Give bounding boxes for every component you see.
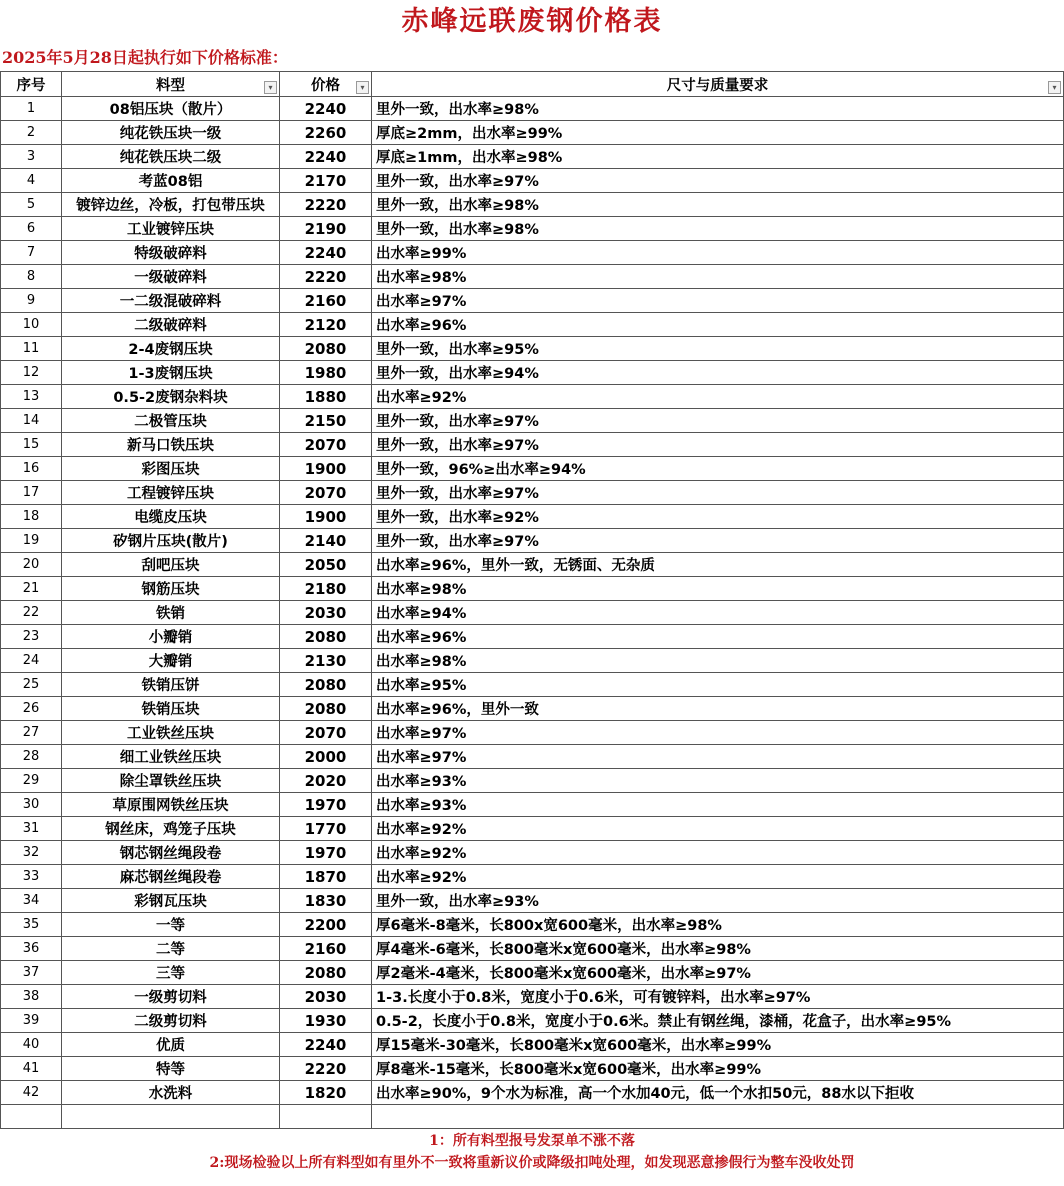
cell-material: 二级剪切料: [62, 1009, 280, 1033]
cell-no: 20: [1, 553, 62, 577]
cell-price: 2080: [280, 625, 372, 649]
cell-no: 31: [1, 817, 62, 841]
cell-requirement: 出水率≥97%: [372, 745, 1064, 769]
cell-no: 39: [1, 1009, 62, 1033]
empty-row: [1, 1105, 1064, 1129]
cell-material: 2-4废钢压块: [62, 337, 280, 361]
empty-cell: [62, 1105, 280, 1129]
cell-requirement: 厚底≥1mm，出水率≥98%: [372, 145, 1064, 169]
cell-requirement: 出水率≥93%: [372, 769, 1064, 793]
cell-price: 2070: [280, 433, 372, 457]
cell-material: 水洗料: [62, 1081, 280, 1105]
cell-requirement: 1-3.长度小于0.8米，宽度小于0.6米，可有镀锌料，出水率≥97%: [372, 985, 1064, 1009]
cell-no: 8: [1, 265, 62, 289]
cell-material: 工业铁丝压块: [62, 721, 280, 745]
header-price: [280, 72, 372, 97]
header-price-label: 价格: [311, 77, 340, 94]
cell-no: 25: [1, 673, 62, 697]
table-row: [1, 577, 1064, 601]
cell-material: 工业镀锌压块: [62, 217, 280, 241]
cell-price: 1900: [280, 505, 372, 529]
cell-no: 22: [1, 601, 62, 625]
cell-requirement: 里外一致，96%≥出水率≥94%: [372, 457, 1064, 481]
cell-material: 考蓝08铝: [62, 169, 280, 193]
table-row: [1, 217, 1064, 241]
cell-price: 2070: [280, 481, 372, 505]
cell-requirement: 出水率≥99%: [372, 241, 1064, 265]
cell-material: 一级破碎料: [62, 265, 280, 289]
cell-material: 电缆皮压块: [62, 505, 280, 529]
cell-requirement: 出水率≥95%: [372, 673, 1064, 697]
cell-material: 钢筋压块: [62, 577, 280, 601]
cell-no: 2: [1, 121, 62, 145]
table-row: [1, 385, 1064, 409]
cell-price: 2050: [280, 553, 372, 577]
cell-no: 13: [1, 385, 62, 409]
page-title: 赤峰远联废钢价格表: [401, 6, 663, 37]
cell-no: 10: [1, 313, 62, 337]
cell-no: 4: [1, 169, 62, 193]
cell-price: 1820: [280, 1081, 372, 1105]
cell-price: 1830: [280, 889, 372, 913]
cell-requirement: 里外一致，出水率≥97%: [372, 409, 1064, 433]
header-material: [62, 72, 280, 97]
table-row: [1, 145, 1064, 169]
table-row: [1, 625, 1064, 649]
cell-price: 2160: [280, 937, 372, 961]
table-row: [1, 505, 1064, 529]
cell-price: 2180: [280, 577, 372, 601]
cell-material: 一二级混破碎料: [62, 289, 280, 313]
table-row: [1, 433, 1064, 457]
cell-price: 2190: [280, 217, 372, 241]
cell-requirement: 出水率≥97%: [372, 289, 1064, 313]
cell-requirement: 厚15毫米-30毫米，长800毫米x宽600毫米，出水率≥99%: [372, 1033, 1064, 1057]
cell-no: 21: [1, 577, 62, 601]
cell-no: 7: [1, 241, 62, 265]
cell-requirement: 出水率≥98%: [372, 577, 1064, 601]
cell-requirement: 里外一致，出水率≥97%: [372, 169, 1064, 193]
cell-no: 30: [1, 793, 62, 817]
empty-cell: [280, 1105, 372, 1129]
cell-price: 2080: [280, 337, 372, 361]
cell-no: 11: [1, 337, 62, 361]
cell-no: 19: [1, 529, 62, 553]
table-row: [1, 193, 1064, 217]
cell-requirement: 出水率≥92%: [372, 865, 1064, 889]
effective-date-note: 2025年5月28日起执行如下价格标准：: [2, 48, 288, 67]
cell-price: 2030: [280, 601, 372, 625]
cell-material: 一级剪切料: [62, 985, 280, 1009]
cell-no: 33: [1, 865, 62, 889]
cell-price: 2130: [280, 649, 372, 673]
cell-requirement: 出水率≥97%: [372, 721, 1064, 745]
cell-no: 17: [1, 481, 62, 505]
cell-material: 二级破碎料: [62, 313, 280, 337]
table-row: [1, 793, 1064, 817]
table-row: [1, 457, 1064, 481]
table-row: [1, 817, 1064, 841]
cell-material: 铁销: [62, 601, 280, 625]
cell-no: 16: [1, 457, 62, 481]
cell-requirement: 里外一致，出水率≥92%: [372, 505, 1064, 529]
table-row: [1, 121, 1064, 145]
cell-price: 2240: [280, 145, 372, 169]
cell-price: 2020: [280, 769, 372, 793]
cell-material: 小瓣销: [62, 625, 280, 649]
table-row: [1, 985, 1064, 1009]
cell-no: 12: [1, 361, 62, 385]
cell-no: 34: [1, 889, 62, 913]
cell-no: 35: [1, 913, 62, 937]
cell-material: 工程镀锌压块: [62, 481, 280, 505]
cell-material: 新马口铁压块: [62, 433, 280, 457]
empty-cell: [1, 1105, 62, 1129]
cell-requirement: 里外一致，出水率≥98%: [372, 97, 1064, 121]
cell-no: 1: [1, 97, 62, 121]
cell-requirement: 里外一致，出水率≥94%: [372, 361, 1064, 385]
cell-price: 1900: [280, 457, 372, 481]
cell-no: 15: [1, 433, 62, 457]
cell-price: 1770: [280, 817, 372, 841]
cell-material: 二等: [62, 937, 280, 961]
cell-requirement: 里外一致，出水率≥95%: [372, 337, 1064, 361]
table-row: [1, 601, 1064, 625]
cell-no: 29: [1, 769, 62, 793]
cell-material: 彩图压块: [62, 457, 280, 481]
cell-material: 0.5-2废钢杂料块: [62, 385, 280, 409]
filter-dropdown-icon[interactable]: ▾: [356, 81, 369, 94]
cell-material: 钢丝床，鸡笼子压块: [62, 817, 280, 841]
cell-requirement: 出水率≥92%: [372, 385, 1064, 409]
table-row: [1, 1081, 1064, 1105]
header-no: [1, 72, 62, 97]
cell-requirement: 出水率≥96%，里外一致，无锈面、无杂质: [372, 553, 1064, 577]
cell-requirement: 出水率≥92%: [372, 841, 1064, 865]
header-requirement: [372, 72, 1064, 97]
table-row: [1, 409, 1064, 433]
cell-price: 2080: [280, 697, 372, 721]
header-material-label: 料型: [156, 77, 185, 94]
cell-price: 2150: [280, 409, 372, 433]
cell-price: 2220: [280, 193, 372, 217]
cell-material: 除尘罩铁丝压块: [62, 769, 280, 793]
cell-material: 铁销压块: [62, 697, 280, 721]
cell-price: 2200: [280, 913, 372, 937]
cell-material: 1-3废钢压块: [62, 361, 280, 385]
cell-requirement: 里外一致，出水率≥97%: [372, 529, 1064, 553]
cell-price: 2220: [280, 265, 372, 289]
cell-no: 37: [1, 961, 62, 985]
cell-no: 24: [1, 649, 62, 673]
filter-dropdown-icon[interactable]: ▾: [264, 81, 277, 94]
cell-price: 2170: [280, 169, 372, 193]
table-row: [1, 1033, 1064, 1057]
table-row: [1, 1057, 1064, 1081]
table-row: [1, 337, 1064, 361]
filter-dropdown-icon[interactable]: ▾: [1048, 81, 1061, 94]
table-row: [1, 865, 1064, 889]
table-row: [1, 265, 1064, 289]
cell-material: 特级破碎料: [62, 241, 280, 265]
cell-requirement: 0.5-2，长度小于0.8米，宽度小于0.6米。禁止有钢丝绳，漆桶，花盒子，出水率≥95%: [372, 1009, 1064, 1033]
cell-price: 1870: [280, 865, 372, 889]
cell-material: 麻芯钢丝绳段卷: [62, 865, 280, 889]
cell-requirement: 出水率≥93%: [372, 793, 1064, 817]
cell-price: 1980: [280, 361, 372, 385]
table-row: [1, 769, 1064, 793]
cell-material: 08铝压块（散片）: [62, 97, 280, 121]
cell-no: 9: [1, 289, 62, 313]
cell-no: 26: [1, 697, 62, 721]
cell-material: 钢芯钢丝绳段卷: [62, 841, 280, 865]
cell-requirement: 厚8毫米-15毫米，长800毫米x宽600毫米，出水率≥99%: [372, 1057, 1064, 1081]
footer-notes: [0, 1130, 1064, 1174]
cell-material: 二极管压块: [62, 409, 280, 433]
cell-material: 优质: [62, 1033, 280, 1057]
cell-requirement: 厚4毫米-6毫米，长800毫米x宽600毫米，出水率≥98%: [372, 937, 1064, 961]
cell-price: 2120: [280, 313, 372, 337]
cell-no: 18: [1, 505, 62, 529]
table-row: [1, 841, 1064, 865]
cell-no: 38: [1, 985, 62, 1009]
cell-material: 纯花铁压块二级: [62, 145, 280, 169]
cell-material: 大瓣销: [62, 649, 280, 673]
cell-no: 28: [1, 745, 62, 769]
cell-price: 2080: [280, 673, 372, 697]
cell-price: 1930: [280, 1009, 372, 1033]
cell-no: 32: [1, 841, 62, 865]
cell-requirement: 里外一致，出水率≥98%: [372, 217, 1064, 241]
footer-note-2: 2:现场检验以上所有料型如有里外不一致将重新议价或降级扣吨处理，如发现恶意掺假行为整车没收处罚: [209, 1155, 855, 1171]
cell-requirement: 出水率≥96%: [372, 313, 1064, 337]
price-table: [0, 71, 1064, 1129]
cell-price: 2240: [280, 1033, 372, 1057]
cell-price: 2240: [280, 97, 372, 121]
cell-material: 纯花铁压块一级: [62, 121, 280, 145]
table-row: [1, 889, 1064, 913]
table-header-row: [1, 72, 1064, 97]
cell-requirement: 出水率≥98%: [372, 265, 1064, 289]
table-row: [1, 313, 1064, 337]
cell-no: 36: [1, 937, 62, 961]
table-row: [1, 481, 1064, 505]
table-row: [1, 553, 1064, 577]
cell-material: 彩钢瓦压块: [62, 889, 280, 913]
cell-material: 一等: [62, 913, 280, 937]
cell-no: 14: [1, 409, 62, 433]
cell-no: 40: [1, 1033, 62, 1057]
cell-requirement: 厚6毫米-8毫米，长800x宽600毫米，出水率≥98%: [372, 913, 1064, 937]
empty-cell: [372, 1105, 1064, 1129]
cell-price: 1970: [280, 841, 372, 865]
cell-no: 41: [1, 1057, 62, 1081]
cell-price: 2030: [280, 985, 372, 1009]
cell-requirement: 出水率≥90%，9个水为标准，高一个水加40元，低一个水扣50元，88水以下拒收: [372, 1081, 1064, 1105]
cell-price: 2260: [280, 121, 372, 145]
cell-no: 42: [1, 1081, 62, 1105]
table-row: [1, 97, 1064, 121]
cell-material: 细工业铁丝压块: [62, 745, 280, 769]
table-row: [1, 721, 1064, 745]
table-row: [1, 937, 1064, 961]
table-row: [1, 697, 1064, 721]
cell-price: 2070: [280, 721, 372, 745]
cell-material: 特等: [62, 1057, 280, 1081]
cell-no: 27: [1, 721, 62, 745]
table-row: [1, 241, 1064, 265]
cell-requirement: 厚2毫米-4毫米，长800毫米x宽600毫米，出水率≥97%: [372, 961, 1064, 985]
footer-note-1: 1：所有料型报号发泵单不涨不落: [429, 1133, 635, 1149]
table-row: [1, 673, 1064, 697]
cell-price: 1880: [280, 385, 372, 409]
cell-price: 1970: [280, 793, 372, 817]
cell-no: 3: [1, 145, 62, 169]
cell-material: 铁销压饼: [62, 673, 280, 697]
table-row: [1, 169, 1064, 193]
cell-price: 2160: [280, 289, 372, 313]
cell-price: 2240: [280, 241, 372, 265]
header-no-label: 序号: [16, 77, 46, 94]
cell-material: 草原围网铁丝压块: [62, 793, 280, 817]
cell-requirement: 出水率≥98%: [372, 649, 1064, 673]
cell-requirement: 出水率≥96%: [372, 625, 1064, 649]
cell-requirement: 出水率≥96%，里外一致: [372, 697, 1064, 721]
cell-material: 刮吧压块: [62, 553, 280, 577]
table-row: [1, 961, 1064, 985]
cell-no: 6: [1, 217, 62, 241]
table-row: [1, 1009, 1064, 1033]
cell-requirement: 里外一致，出水率≥97%: [372, 433, 1064, 457]
cell-no: 5: [1, 193, 62, 217]
cell-requirement: 出水率≥92%: [372, 817, 1064, 841]
cell-price: 2140: [280, 529, 372, 553]
cell-material: 三等: [62, 961, 280, 985]
table-row: [1, 529, 1064, 553]
cell-requirement: 里外一致，出水率≥98%: [372, 193, 1064, 217]
cell-requirement: 里外一致，出水率≥93%: [372, 889, 1064, 913]
cell-requirement: 厚底≥2mm，出水率≥99%: [372, 121, 1064, 145]
cell-price: 2000: [280, 745, 372, 769]
table-row: [1, 913, 1064, 937]
cell-requirement: 里外一致，出水率≥97%: [372, 481, 1064, 505]
cell-requirement: 出水率≥94%: [372, 601, 1064, 625]
table-row: [1, 289, 1064, 313]
table-row: [1, 745, 1064, 769]
cell-material: 镀锌边丝，冷板，打包带压块: [62, 193, 280, 217]
header-requirement-label: 尺寸与质量要求: [666, 77, 769, 94]
cell-material: 矽钢片压块(散片): [62, 529, 280, 553]
cell-price: 2080: [280, 961, 372, 985]
table-row: [1, 361, 1064, 385]
cell-price: 2220: [280, 1057, 372, 1081]
table-row: [1, 649, 1064, 673]
cell-no: 23: [1, 625, 62, 649]
